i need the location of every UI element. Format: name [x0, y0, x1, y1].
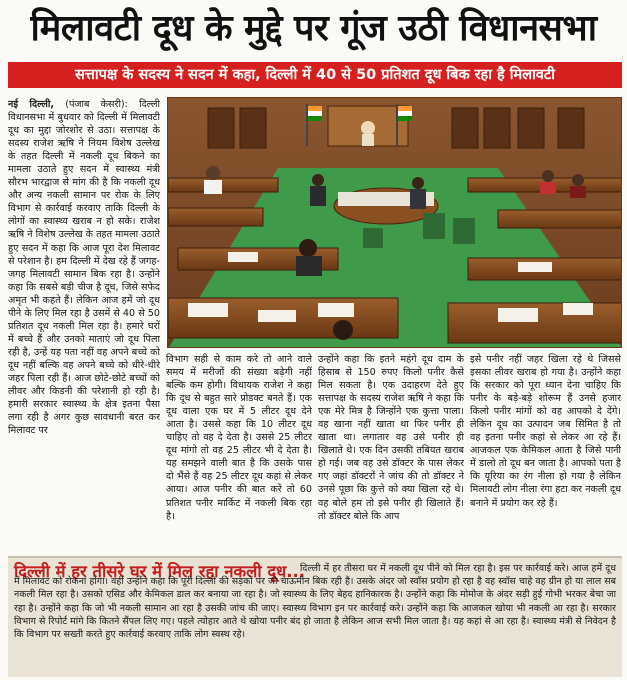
assembly-hall-illustration [168, 98, 622, 348]
article-column-3 [318, 353, 464, 553]
article-text-4: इसे पनीर नहीं जहर खिला रहे थे जिससे इसका लीवर खराब हो गया है। उन्होंने कहा कि सरकार को पूरा ध्यान देना चाहिए कि पनीर के बड़े-बड़े शोरूम हैं उनसे हजार किलो पनीर मांगों को वह आपको दे देंगे। लेकिन दूध का उत्पादन जब सिमित है तो वह इतना पनीर कहां से लेकर आ रहे हैं। आजकल एक केमिकल आता है जिसे पानी में डालो तो दूध बन जाता है। आपको पता है कि यूरिया का रंग नीला हो गया है लेकिन मिलावटी लोग नीला रंगा हटा कर नकली दूध बनाने में प्रयोग कर रहे हैं। [470, 354, 621, 509]
headline: मिलावटी दूध के मुद्दे पर गूंज उठी विधानसभा [30, 8, 597, 49]
box-title: दिल्ली में हर तीसरे घर में मिल रहा नकली दूध... [14, 562, 306, 581]
sidebar-box [8, 556, 622, 677]
dateline: नई दिल्ली, [8, 99, 55, 110]
box-text: दिल्ली में हर तीसरा घर में नकली दूध पीने को मिल रहा है। इस पर कार्रवाई करे। आज हमें दूध में मिलावट को रोकना होगा। वहीं उन्होंने कहा कि पूरी दिल्ली की सड़कों पर जो चाऊमीन बिक रही है। उसके अंदर जो स्वॉस प्रयोग हो रहा है वह स्वॉस चाहे वह ग्रीन हो या लाल सब नकली मिल रहा है। उसको एसिड और केमिकल डाल कर बनाया जा रहा है। जो स्वास्थ्य के लिए बेहद हानिकारक है। उन्होंने कहा कि मोमोज के अंदर सड़ी हुई गोभी भरकर बेचा जा रहा है। उन्होंने कहा कि जो भी नकली सामान आ रहा है उसकी जांच की जाए। स्वास्थ्य विभाग इन पर कार्रवाई करे। उन्होंने कहा कि आजकल खोया भी नकली आ रहा है। सरकार विभाग से रिपोर्ट मांगे कि कितने सैंपल लिए गए। पहले त्योहार आते थे खोया पनीर बंद हो जाता है लेकिन आज सभी मिल जाता है। यह कहां से आ रहा है। स्वास्थ्य मंत्री से निवेदन है कि विभाग पर सख्ती करते हुए कार्रवाई करवाए ताकि लोग स्वस्थ रहे। [14, 563, 616, 641]
article-column-4 [470, 353, 621, 553]
article-text-1: दिल्ली विधानसभा में बुधवार को दिल्ली में मिलावटी दूध का मुद्दा जोरशोर से उठा। सत्तापक्ष के सदस्य राजेश ऋषि ने नियम विशेष उल्लेख के तहत दिल्ली में नकली दूध बिकने का मामला उठाते हुए सदन में स्वास्थ्य मंत्री सौरभ भारद्वाज से मांग की है कि नकली दूध और अन्य नकली सामान पर रोक के लिए विभाग से कार्रवाई करवाए ताकि दिल्ली के लोगों का स्वास्थ्य खराब न हो सके। राजेश ऋषि ने विशेष उल्लेख के तहत मामला उठाते हुए सदन में कहा कि आज पूरा देश मिलावट से परेशान है। हम दिल्ली में देख रहे हैं जगह-जगह मिलावटी सामान बिक रहा है। उन्होंने कहा कि सबसे बड़ी चीज है दूध, जिसे सफेद अमृत भी कहते हैं। लेकिन आज हमें जो दूध पीने के लिए मिल रहा है उसमें से 40 से 50 प्रतिशत दूध नकली मिल रहा है। हमारे घरों में बच्चे हैं और उनको माताएं जो दूध पिला रही है, उन्हें यह पता नहीं वह अपने बच्चे को दूध नहीं बल्कि वह अपने बच्चे को धीरे-धीरे जहर पिला रही हैं। आज छोटे-छोटे बच्चों को लीवर और किडनी की परेशानी हो रही है। हमारी सरकार स्वास्थ्य के क्षेत्र इतना पैसा लगा रही है अगर कुछ सावधानी बरत कर मिलावट पर [8, 99, 160, 437]
assembly-photo [167, 97, 622, 348]
article-column-1-top [8, 98, 160, 556]
article-text-3: उन्होंने कहा कि इतने महंगे दूध दाम के हिसाब से 150 रुपए किलो पनीर कैसे मिल सकता है। एक उदाहरण देते हुए सत्तापक्ष के सदस्य राजेश ऋषि ने कहा कि एक मेरे मित्र है जिन्होंने एक कुत्ता पाला। वह खाना नहीं खाता था फिर पनीर ही खाता था। लगातार वह उसे पनीर ही खिलाते थे। एक दिन उसकी तबियत खराब हो गई। जब वह उसे डॉक्टर के पास लेकर गए जहां डॉक्टरों ने जांच की तो डॉक्टर ने उनसे पूछा कि कुत्ते को क्या खिला रहे थे। वह बोले हम तो इसे पनीर ही खिलाते हैं। तो डॉक्टर बोले कि आप [318, 354, 464, 522]
source: (पंजाब केसरी): [65, 99, 128, 110]
subheadline-banner: सत्तापक्ष के सदस्य ने सदन में कहा, दिल्ली में 40 से 50 प्रतिशत दूध बिक रहा है मिलावटी [8, 62, 622, 88]
article-text-2: विभाग सही से काम करे तो आने वाले समय में मरीजों की संख्या बढ़ेगी नहीं बल्कि कम होगी। विधायक राजेश ने कहा कि दूध से बहुत सारे प्रोडक्ट बनते हैं। एक दूध वाला एक घर में 5 लीटर दूध देने आता है। उससे कहा कि 10 लीटर दूध चाहिए तो वह दे देता है। उससे 25 लीटर दूध मांगो तो वह 25 लीटर भी दे देता है। यह समझने वाली बात है कि उसके पास दो भैंसे हैं वह 25 लीटर दूध कहां से लेकर आया। आज पनीर की बात करें तो 60 प्रतिशत पनीर मार्किट में नकली बिक रहा है। [166, 354, 312, 522]
article-column-2 [166, 353, 312, 553]
